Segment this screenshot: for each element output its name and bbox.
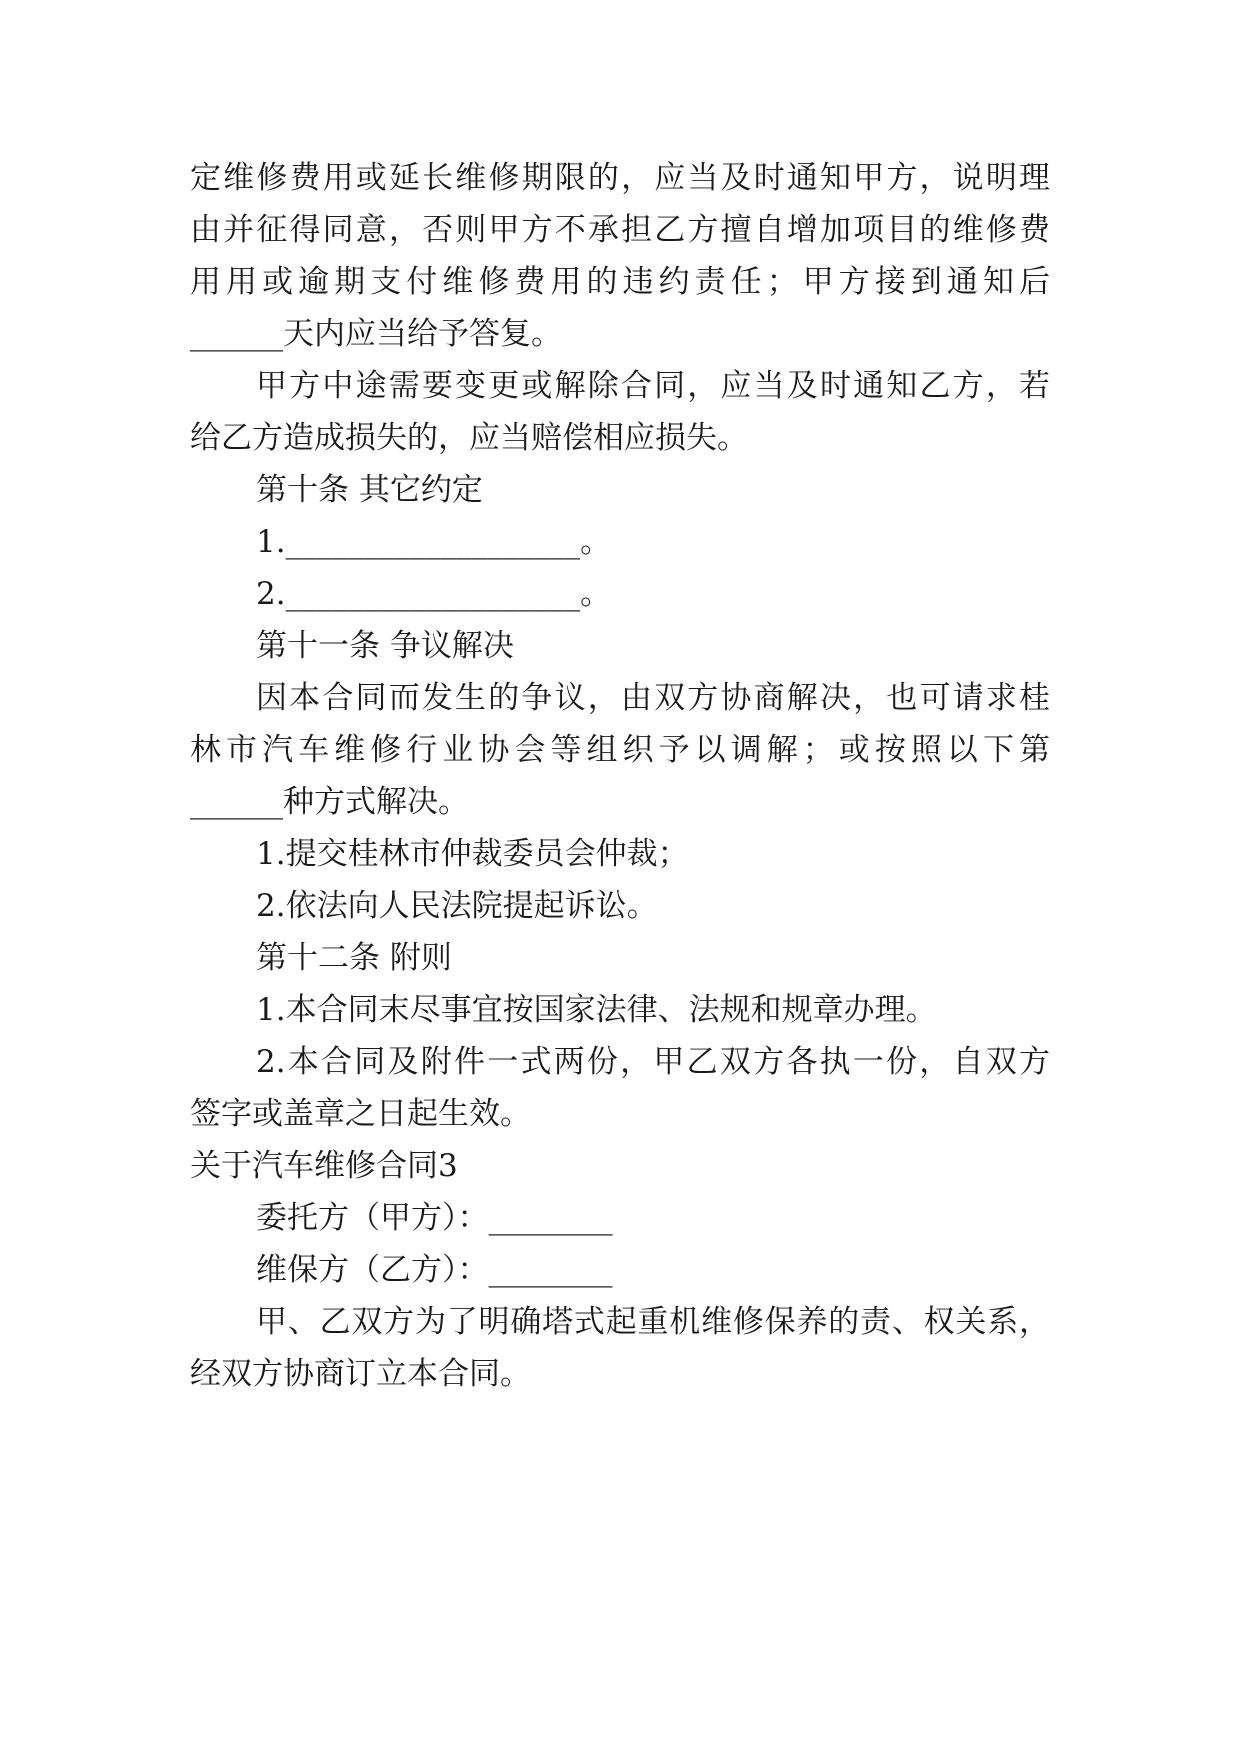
list-item: 2.___________________。	[256, 576, 612, 612]
text-line: 经双方协商订立本合同。	[190, 1356, 531, 1392]
text-line: 林市汽车维修行业协会等组织予以调解；或按照以下第	[190, 732, 1050, 768]
article-heading: 第十条 其它约定	[256, 472, 483, 508]
party-a-line: 委托方（甲方）：________	[256, 1200, 613, 1236]
list-item: 2.本合同及附件一式两份，甲乙双方各执一份，自双方	[256, 1044, 1050, 1080]
list-item: 1.本合同末尽事宜按国家法律、法规和规章办理。	[256, 992, 937, 1028]
article-heading: 第十一条 争议解决	[256, 628, 514, 664]
article-heading: 第十二条 附则	[256, 940, 452, 976]
party-b-line: 维保方（乙方）：________	[256, 1252, 613, 1288]
list-item: 1.___________________。	[256, 524, 612, 560]
text-line: 甲、乙双方为了明确塔式起重机维修保养的责、权关系，	[256, 1304, 1050, 1340]
section-title: 关于汽车维修合同3	[190, 1148, 458, 1184]
text-line: 由并征得同意，否则甲方不承担乙方擅自增加项目的维修费	[190, 212, 1050, 248]
text-line: ______种方式解决。	[190, 784, 469, 820]
text-line: ______天内应当给予答复。	[190, 316, 562, 352]
text-line: 给乙方造成损失的，应当赔偿相应损失。	[190, 420, 748, 456]
text-line: 定维修费用或延长维修期限的，应当及时通知甲方，说明理	[190, 160, 1050, 196]
list-item: 2.依法向人民法院提起诉讼。	[256, 888, 658, 924]
text-line: 甲方中途需要变更或解除合同，应当及时通知乙方，若	[256, 368, 1050, 404]
text-line: 因本合同而发生的争议，由双方协商解决，也可请求桂	[256, 680, 1050, 716]
text-line: 用用或逾期支付维修费用的违约责任；甲方接到通知后	[190, 264, 1050, 300]
text-line: 签字或盖章之日起生效。	[190, 1096, 531, 1132]
list-item: 1.提交桂林市仲裁委员会仲裁；	[256, 836, 689, 872]
